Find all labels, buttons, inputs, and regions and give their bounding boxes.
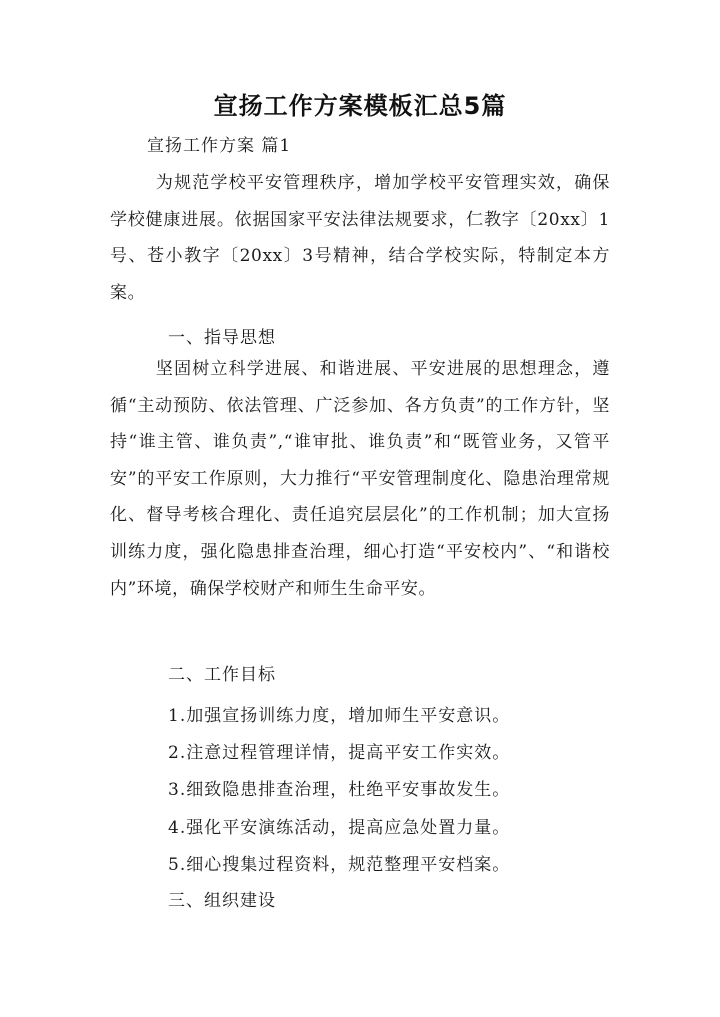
intro-paragraph: 为规范学校平安管理秩序，增加学校平安管理实效，确保学校健康进展。依据国家平安法律法规要求，仁教字〔20xx〕1号、苍小教字〔20xx〕3号精神，结合学校实际，特制定本方案。: [110, 173, 610, 303]
section-heading-guiding-ideology: 一、指导思想: [168, 328, 276, 348]
goal-item: 3.细致隐患排查治理，杜绝平安事故发生。: [168, 780, 511, 800]
goal-item: 1.加强宣扬训练力度，增加师生平安意识。: [168, 706, 511, 726]
document-title: 宣扬工作方案模板汇总5篇: [213, 92, 507, 120]
section-heading-organization: 三、组织建设: [168, 891, 276, 911]
goal-item: 2.注意过程管理详情，提高平安工作实效。: [168, 743, 511, 763]
goal-item: 4.强化平安演练活动，提高应急处置力量。: [168, 818, 511, 838]
goal-item: 5.细心搜集过程资料，规范整理平安档案。: [168, 855, 511, 875]
section-heading-work-goals: 二、工作目标: [168, 665, 276, 685]
guiding-ideology-paragraph: 坚固树立科学进展、和谐进展、平安进展的思想理念，遵循“主动预防、依法管理、广泛参加、各方负责”的工作方针，坚持“谁主管、谁负责”,“谁审批、谁负责”和“既管业务，又管平安”的平安工作原则，大力推行“平安管理制度化、隐患治理常规化、督导考核合理化、责任追究层层化”的工作机制；加大宣扬训练力度，强化隐患排查治理，细心打造“平安校内”、“和谐校内”环境，确保学校财产和师生生命平安。: [110, 359, 610, 599]
document-subtitle: 宣扬工作方案 篇1: [147, 136, 292, 156]
